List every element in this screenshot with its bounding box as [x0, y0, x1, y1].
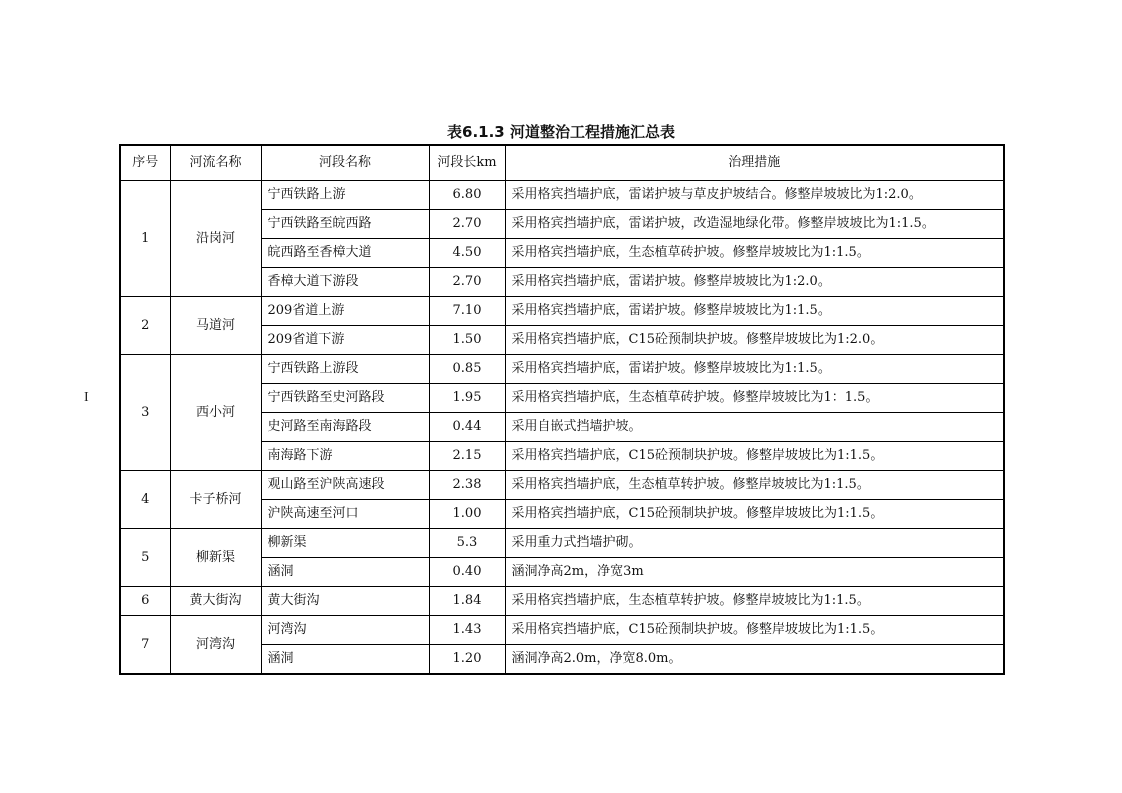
cell-no: 3 [120, 355, 170, 471]
cell-segment: 209省道上游 [261, 297, 429, 326]
cell-measure: 采用格宾挡墙护底，C15砼预制块护坡。修整岸坡坡比为1:1.5。 [505, 616, 1004, 645]
cell-measure: 采用格宾挡墙护底，生态植草砖护坡。修整岸坡坡比为1:1.5。 [505, 239, 1004, 268]
cell-segment: 河湾沟 [261, 616, 429, 645]
cell-no: 7 [120, 616, 170, 675]
river-measures-table [119, 144, 1005, 675]
header-no: 序号 [120, 145, 170, 181]
cell-length: 1.43 [429, 616, 505, 645]
cell-segment: 皖西路至香樟大道 [261, 239, 429, 268]
cell-measure: 采用格宾挡墙护底，C15砼预制块护坡。修整岸坡坡比为1:1.5。 [505, 500, 1004, 529]
table-body [120, 181, 1004, 675]
cell-measure: 采用格宾挡墙护底，C15砼预制块护坡。修整岸坡坡比为1:2.0。 [505, 326, 1004, 355]
cell-segment: 观山路至沪陕高速段 [261, 471, 429, 500]
header-measure: 治理措施 [505, 145, 1004, 181]
cell-measure: 采用格宾挡墙护底，生态植草转护坡。修整岸坡坡比为1:1.5。 [505, 471, 1004, 500]
cell-length: 1.00 [429, 500, 505, 529]
cell-segment: 南海路下游 [261, 442, 429, 471]
cell-river: 河湾沟 [170, 616, 261, 675]
cell-length: 0.40 [429, 558, 505, 587]
cell-length: 1.20 [429, 645, 505, 675]
table-row [120, 181, 1004, 210]
cell-no: 5 [120, 529, 170, 587]
cell-length: 6.80 [429, 181, 505, 210]
header-river: 河流名称 [170, 145, 261, 181]
cell-segment: 涵洞 [261, 558, 429, 587]
table-row [120, 355, 1004, 384]
cell-length: 2.70 [429, 268, 505, 297]
cell-segment: 柳新渠 [261, 529, 429, 558]
cell-segment: 史河路至南海路段 [261, 413, 429, 442]
header-length: 河段长km [429, 145, 505, 181]
cell-segment: 宁西铁路至皖西路 [261, 210, 429, 239]
cell-length: 1.50 [429, 326, 505, 355]
cell-measure: 采用格宾挡墙护底，雷诺护坡。修整岸坡坡比为1:1.5。 [505, 355, 1004, 384]
table-row [120, 616, 1004, 645]
cell-measure: 采用自嵌式挡墙护坡。 [505, 413, 1004, 442]
cell-segment: 宁西铁路上游 [261, 181, 429, 210]
header-segment: 河段名称 [261, 145, 429, 181]
cell-no: 4 [120, 471, 170, 529]
cell-measure: 采用格宾挡墙护底，C15砼预制块护坡。修整岸坡坡比为1:1.5。 [505, 442, 1004, 471]
cell-river: 黄大街沟 [170, 587, 261, 616]
cell-segment: 香樟大道下游段 [261, 268, 429, 297]
page-marker: I [84, 390, 89, 405]
cell-segment: 宁西铁路上游段 [261, 355, 429, 384]
cell-length: 2.15 [429, 442, 505, 471]
cell-segment: 沪陕高速至河口 [261, 500, 429, 529]
table-row [120, 529, 1004, 558]
cell-length: 0.85 [429, 355, 505, 384]
table-row [120, 587, 1004, 616]
cell-measure: 采用格宾挡墙护底，雷诺护坡，改造湿地绿化带。修整岸坡坡比为1:1.5。 [505, 210, 1004, 239]
cell-river: 西小河 [170, 355, 261, 471]
cell-measure: 采用格宾挡墙护底，雷诺护坡与草皮护坡结合。修整岸坡坡比为1:2.0。 [505, 181, 1004, 210]
cell-measure: 采用格宾挡墙护底，雷诺护坡。修整岸坡坡比为1:1.5。 [505, 297, 1004, 326]
table-row [120, 471, 1004, 500]
cell-length: 5.3 [429, 529, 505, 558]
cell-no: 2 [120, 297, 170, 355]
cell-measure: 涵洞净高2m，净宽3m [505, 558, 1004, 587]
cell-segment: 宁西铁路至史河路段 [261, 384, 429, 413]
cell-river: 马道河 [170, 297, 261, 355]
cell-river: 沿岗河 [170, 181, 261, 297]
cell-river: 柳新渠 [170, 529, 261, 587]
cell-measure: 采用格宾挡墙护底，生态植草转护坡。修整岸坡坡比为1:1.5。 [505, 587, 1004, 616]
cell-segment: 209省道下游 [261, 326, 429, 355]
cell-length: 0.44 [429, 413, 505, 442]
cell-measure: 采用重力式挡墙护砌。 [505, 529, 1004, 558]
cell-length: 1.84 [429, 587, 505, 616]
cell-length: 7.10 [429, 297, 505, 326]
cell-segment: 涵洞 [261, 645, 429, 675]
table-title: 表6.1.3 河道整治工程措施汇总表 [447, 123, 675, 141]
cell-no: 6 [120, 587, 170, 616]
cell-no: 1 [120, 181, 170, 297]
cell-measure: 采用格宾挡墙护底，生态植草砖护坡。修整岸坡坡比为1：1.5。 [505, 384, 1004, 413]
cell-length: 2.70 [429, 210, 505, 239]
cell-measure: 采用格宾挡墙护底，雷诺护坡。修整岸坡坡比为1:2.0。 [505, 268, 1004, 297]
cell-measure: 涵洞净高2.0m，净宽8.0m。 [505, 645, 1004, 675]
cell-river: 卡子桥河 [170, 471, 261, 529]
cell-length: 2.38 [429, 471, 505, 500]
table-row [120, 297, 1004, 326]
cell-segment: 黄大街沟 [261, 587, 429, 616]
cell-length: 4.50 [429, 239, 505, 268]
cell-length: 1.95 [429, 384, 505, 413]
table-header-row [120, 145, 1004, 181]
